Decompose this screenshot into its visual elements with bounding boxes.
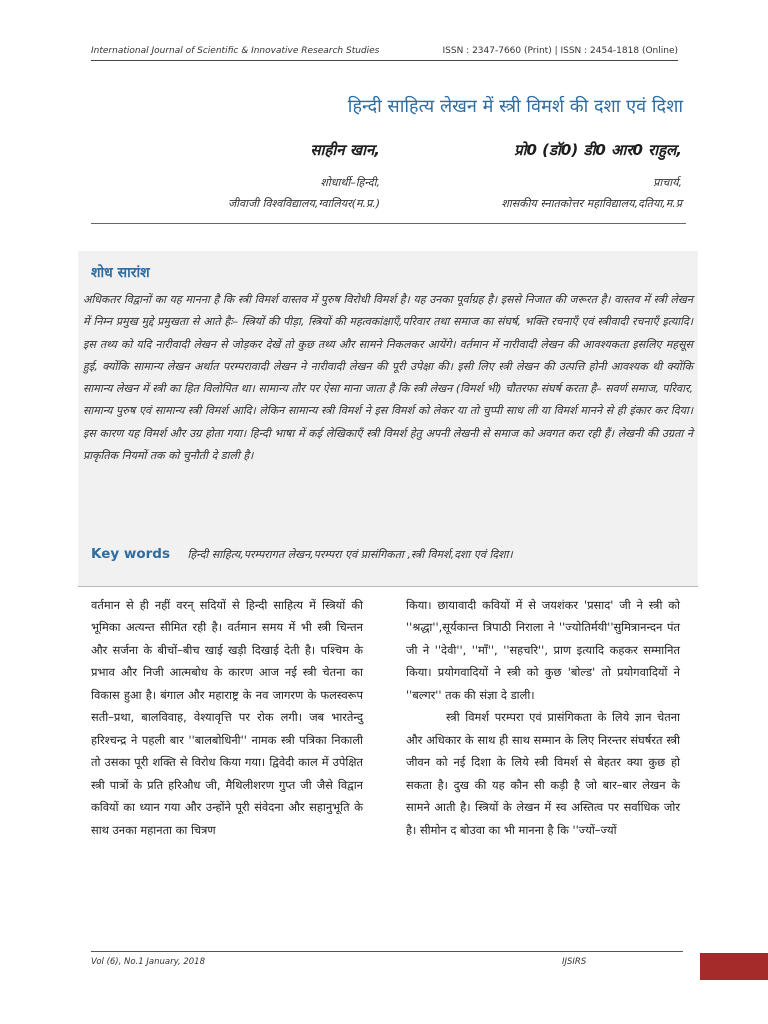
author-2-name: प्रो0 (डॉ0) डी0 आर0 राहुल, xyxy=(514,141,682,159)
author-2-affiliation xyxy=(390,172,682,214)
issn-info: ISSN : 2347-7660 (Print) | ISSN : 2454-1818 (Online) xyxy=(442,46,678,56)
header-divider xyxy=(91,60,678,61)
body-column-right xyxy=(406,594,680,841)
abstract-text: अधिकतर विद्वानों का यह मानना है कि स्त्री विमर्श वास्तव में पुरुष विरोधी विमर्श है। यह उनका पूर्वाग्रह है। इससे निजात की जरूरत है। वास्तव में स्त्री लेखन में निम्न प्रमुख मुद्दे प्रमुखता से आते हैः– स्त्रियों की पीड़ा, स्त्रियों की महत्वकांक्षाएँ,परिवार तथा समाज का संघर्ष, भक्ति रचनाएँ एवं स्त्रीवादी रचनाएँ इत्यादि। इस तथ्य को यदि नारीवादी लेखन से जोड़कर देखें तो कुछ तथ्य और सामने निकलकर आयेंगे। वर्तमान में नारीवादी लेखन की आवश्यकता इसलिए महसूस हुई, क्योंकि सामान्य लेखन अर्थात परम्परावादी लेखन ने नारीवादी लेखन की पूरी उपेक्षा की। इसी लिए स्त्री लेखन की उत्पत्ति होनी आवश्यक थी क्योंकि सामान्य लेखन में स्त्री का हित विलोपित था। सामान्य तौर पर ऐसा माना जाता है कि स्त्री लेखन (विमर्श भी) चौतरफा संघर्ष करता है– सवर्ण समाज, परिवार, सामान्य पुरुष एवं सामान्य स्त्री विमर्श आदि। लेकिन सामान्य स्त्री विमर्श ने इस विमर्श को लेकर या तो चुप्पी साध ली या विमर्श मानने से ही इंकार कर दिया। इस कारण यह विमर्श और उग्र होता गया। हिन्दी भाषा में कई लेखिकाएँ स्त्री विमर्श हेतु अपनी लेखनी से समाज को अवगत करा रही हैं। लेखनी की उग्रता ने प्राकृतिक नियमों तक को चुनौती दे डाली है। xyxy=(83,293,693,463)
author-1-name: साहीन खान, xyxy=(310,141,380,159)
keywords-label: Key words xyxy=(91,546,170,562)
author-1-affiliation xyxy=(140,172,380,214)
footer-divider xyxy=(91,951,683,952)
author-1-institution: जीवाजी विश्वविद्यालय,ग्वालियर(म.प्र.) xyxy=(228,197,380,210)
author-2-institution: शासकीय स्नातकोत्तर महाविद्यालय,दतिया,म.प्र xyxy=(501,197,682,210)
footer-journal-abbr: IJSIRS xyxy=(562,957,587,967)
affiliation-divider xyxy=(91,223,686,224)
body-paragraph: किया। छायावादी कवियों में से जयशंकर 'प्रसाद' जी ने स्त्री को ''श्रद्धा'',सूर्यकान्त त्रिपाठी निराला ने ''ज्योतिर्मयी''सुमित्रानन्दन पंत जी ने ''देवी'', ''माँ'', ''सहचरि'', प्राण इत्यादि कहकर सम्मानित किया। प्रयोगवादियों ने स्त्री को कुछ 'बोल्ड' तो प्रयोगवादियों ने ''बल्गर'' तक की संज्ञा दे डाली। xyxy=(406,598,680,702)
footer-volume: Vol (6), No.1 January, 2018 xyxy=(91,957,205,967)
abstract-heading: शोध सारांश xyxy=(91,265,150,281)
keywords-line xyxy=(91,546,691,562)
author-2-role: प्राचार्य, xyxy=(653,176,682,189)
body-column-left xyxy=(91,594,363,841)
keywords-text: हिन्दी साहित्य,परम्परागत लेखन,परम्परा एवं प्रासंगिकता ,स्त्री विमर्श,दशा एवं दिशा। xyxy=(187,548,513,561)
footer-accent-bar xyxy=(700,953,768,980)
body-paragraph: स्त्री विमर्श परम्परा एवं प्रासंगिकता के लिये ज्ञान चेतना और अधिकार के साथ ही साथ सम्मान के लिए निरन्तर संघर्षरत स्त्री जीवन को नई दिशा के लिये स्त्री विमर्श से बेहतर क्या कुछ हो सकता है। दुख की यह कौन सी कड़ी है जो बार–बार लेखन के सामने आती है। स्त्रियों के लेखन में स्व अस्तित्व पर सर्वाधिक जोर है। सीमोन द बोउवा का भी मानना है कि ''ज्यों–ज्यों xyxy=(406,710,680,837)
article-title: हिन्दी साहित्य लेखन में स्त्री विमर्श की दशा एवं दिशा xyxy=(347,96,683,117)
body-paragraph: वर्तमान से ही नहीं वरन् सदियों से हिन्दी साहित्य में स्त्रियों की भूमिका अत्यन्त सीमित रही है। वर्तमान समय में भी स्त्री चिन्तन और सर्जना के बीचों–बीच खाई खड़ी दिखाई देती है। पश्चिम के प्रभाव और निजी आत्मबोध के कारण आज नई स्त्री चेतना का विकास हुआ है। बंगाल और महाराष्ट्र के नव जागरण के फलस्वरूप सती–प्रथा, बालविवाह, वेश्यावृत्ति पर रोक लगी। जब भारतेन्दु हरिश्चन्द्र ने पहली बार ''बालबोधिनी'' नामक स्त्री पत्रिका निकाली तो उसका पूरी शक्ति से विरोध किया गया। द्विवेदी काल में उपेक्षित स्त्री पात्रों के प्रति हरिऔध जी, मैथिलीशरण गुप्त जी जैसे विद्वान कवियों का ध्यान गया और उन्होंने पूरी संवेदना और सहानुभूति के साथ उनका महानता का चित्रण xyxy=(91,598,363,837)
author-1-role: शोधार्थी–हिन्दी, xyxy=(320,176,380,189)
journal-name: International Journal of Scientific & Innovative Research Studies xyxy=(91,46,380,56)
